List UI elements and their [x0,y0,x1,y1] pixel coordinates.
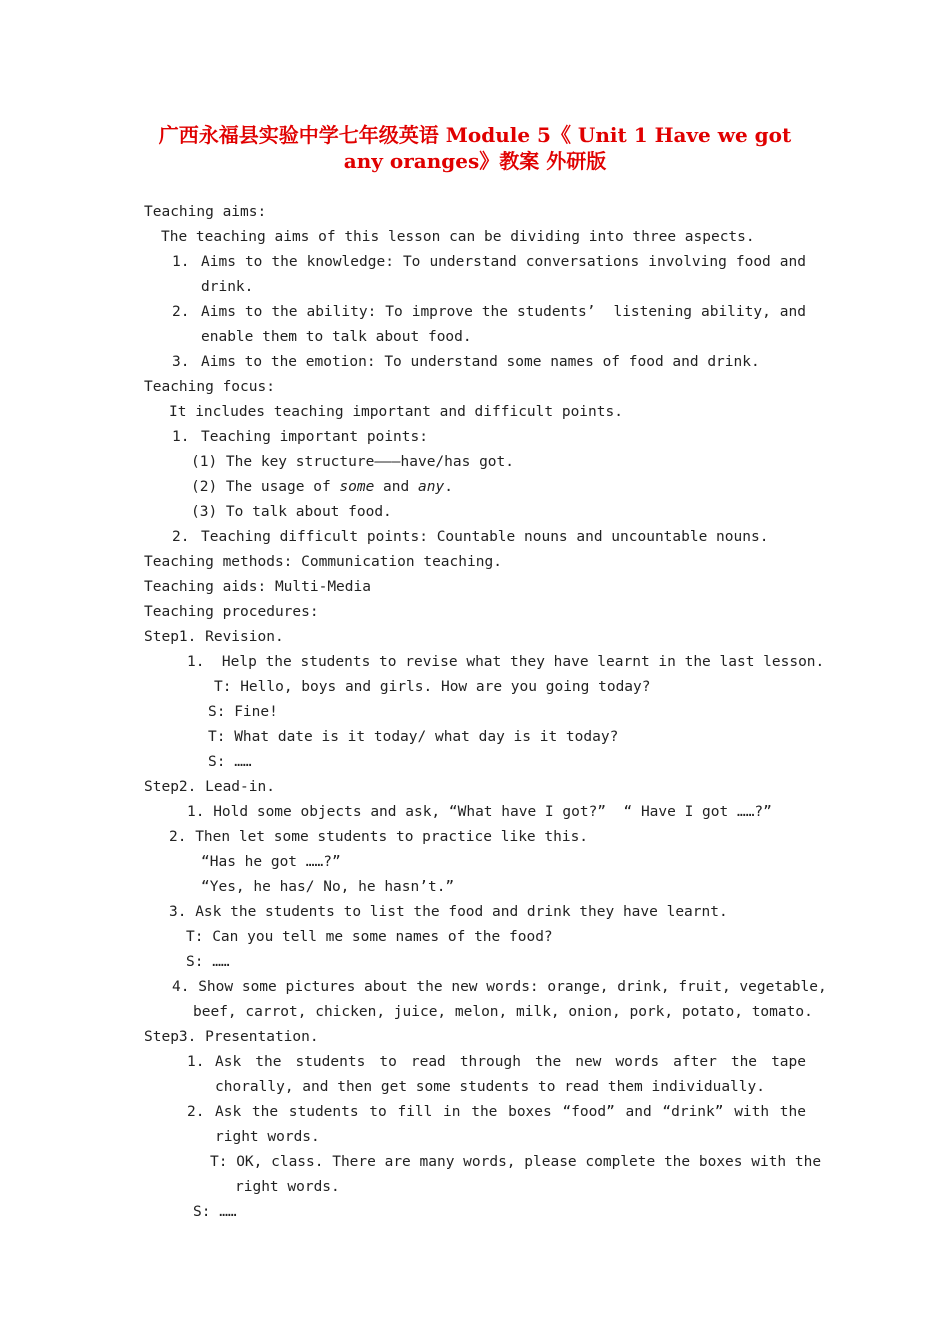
title-line-2: any oranges》教案 外研版 [343,149,607,173]
step-heading: Step3. Presentation. [144,1029,319,1045]
list-number: 2. [172,529,190,545]
list-item: 1. Help the students to revise what they have learnt in the last lesson. [187,654,825,670]
dialogue-line: T: Can you tell me some names of the food? [186,929,553,945]
list-item: Aims to the knowledge: To understand conversations involving food and [201,254,806,270]
heading-teaching-focus: Teaching focus: [144,379,275,395]
sub-item: (3) To talk about food. [191,504,392,520]
list-number: 1. [172,429,190,445]
list-item: 4. Show some pictures about the new words: orange, drink, fruit, vegetable, [172,979,827,995]
list-item-cont: right words. [215,1129,320,1145]
paragraph: It includes teaching important and difficult points. [169,404,623,420]
sub-item: (1) The key structure———have/has got. [191,454,515,470]
title-line-1: 广西永福县实验中学七年级英语 Module 5《 Unit 1 Have we got [158,123,792,147]
list-item: Ask the students to read through the new words after the tape [215,1054,806,1070]
heading-teaching-aims: Teaching aims: [144,204,267,220]
dialogue-line: S: …… [208,754,252,770]
heading-teaching-methods: Teaching methods: Communication teaching. [144,554,502,570]
list-number: 2. [187,1104,205,1120]
dialogue-line: T: What date is it today/ what day is it today? [208,729,619,745]
list-item-cont: drink. [201,279,254,295]
dialogue-line: S: Fine! [208,704,278,720]
dialogue-line: T: Hello, boys and girls. How are you going today? [214,679,651,695]
list-item-cont: beef, carrot, chicken, juice, melon, milk, onion, pork, potato, tomato. [193,1004,813,1020]
list-item: Teaching important points: [201,429,428,445]
list-item-cont: chorally, and then get some students to read them individually. [215,1079,765,1095]
list-item: 1. Hold some objects and ask, “What have I got?” “ Have I got ……?” [187,804,772,820]
dialogue-line: T: OK, class. There are many words, please complete the boxes with the [210,1154,822,1170]
document-title [100,122,850,174]
dialogue-line: “Has he got ……?” [201,854,341,870]
heading-teaching-aids: Teaching aids: Multi-Media [144,579,371,595]
list-item: Aims to the emotion: To understand some names of food and drink. [201,354,760,370]
dialogue-line: right words. [235,1179,340,1195]
list-item: Teaching difficult points: Countable nouns and uncountable nouns. [201,529,769,545]
step-heading: Step2. Lead-in. [144,779,275,795]
dialogue-line: S: …… [186,954,230,970]
paragraph: The teaching aims of this lesson can be dividing into three aspects. [161,229,755,245]
list-number: 1. [172,254,190,270]
list-number: 1. [187,1054,205,1070]
list-item: Ask the students to fill in the boxes “food” and “drink” with the [215,1104,806,1120]
list-item-cont: enable them to talk about food. [201,329,472,345]
dialogue-line: “Yes, he has/ No, he hasn’t.” [201,879,455,895]
step-heading: Step1. Revision. [144,629,284,645]
dialogue-line: S: …… [193,1204,237,1220]
heading-teaching-procedures: Teaching procedures: [144,604,319,620]
list-item: 3. Ask the students to list the food and drink they have learnt. [169,904,728,920]
list-item: 2. Then let some students to practice like this. [169,829,589,845]
sub-item: (2) The usage of some and any. [191,479,453,495]
list-number: 3. [172,354,190,370]
list-number: 2. [172,304,190,320]
list-item: Aims to the ability: To improve the students’ listening ability, and [201,304,806,320]
